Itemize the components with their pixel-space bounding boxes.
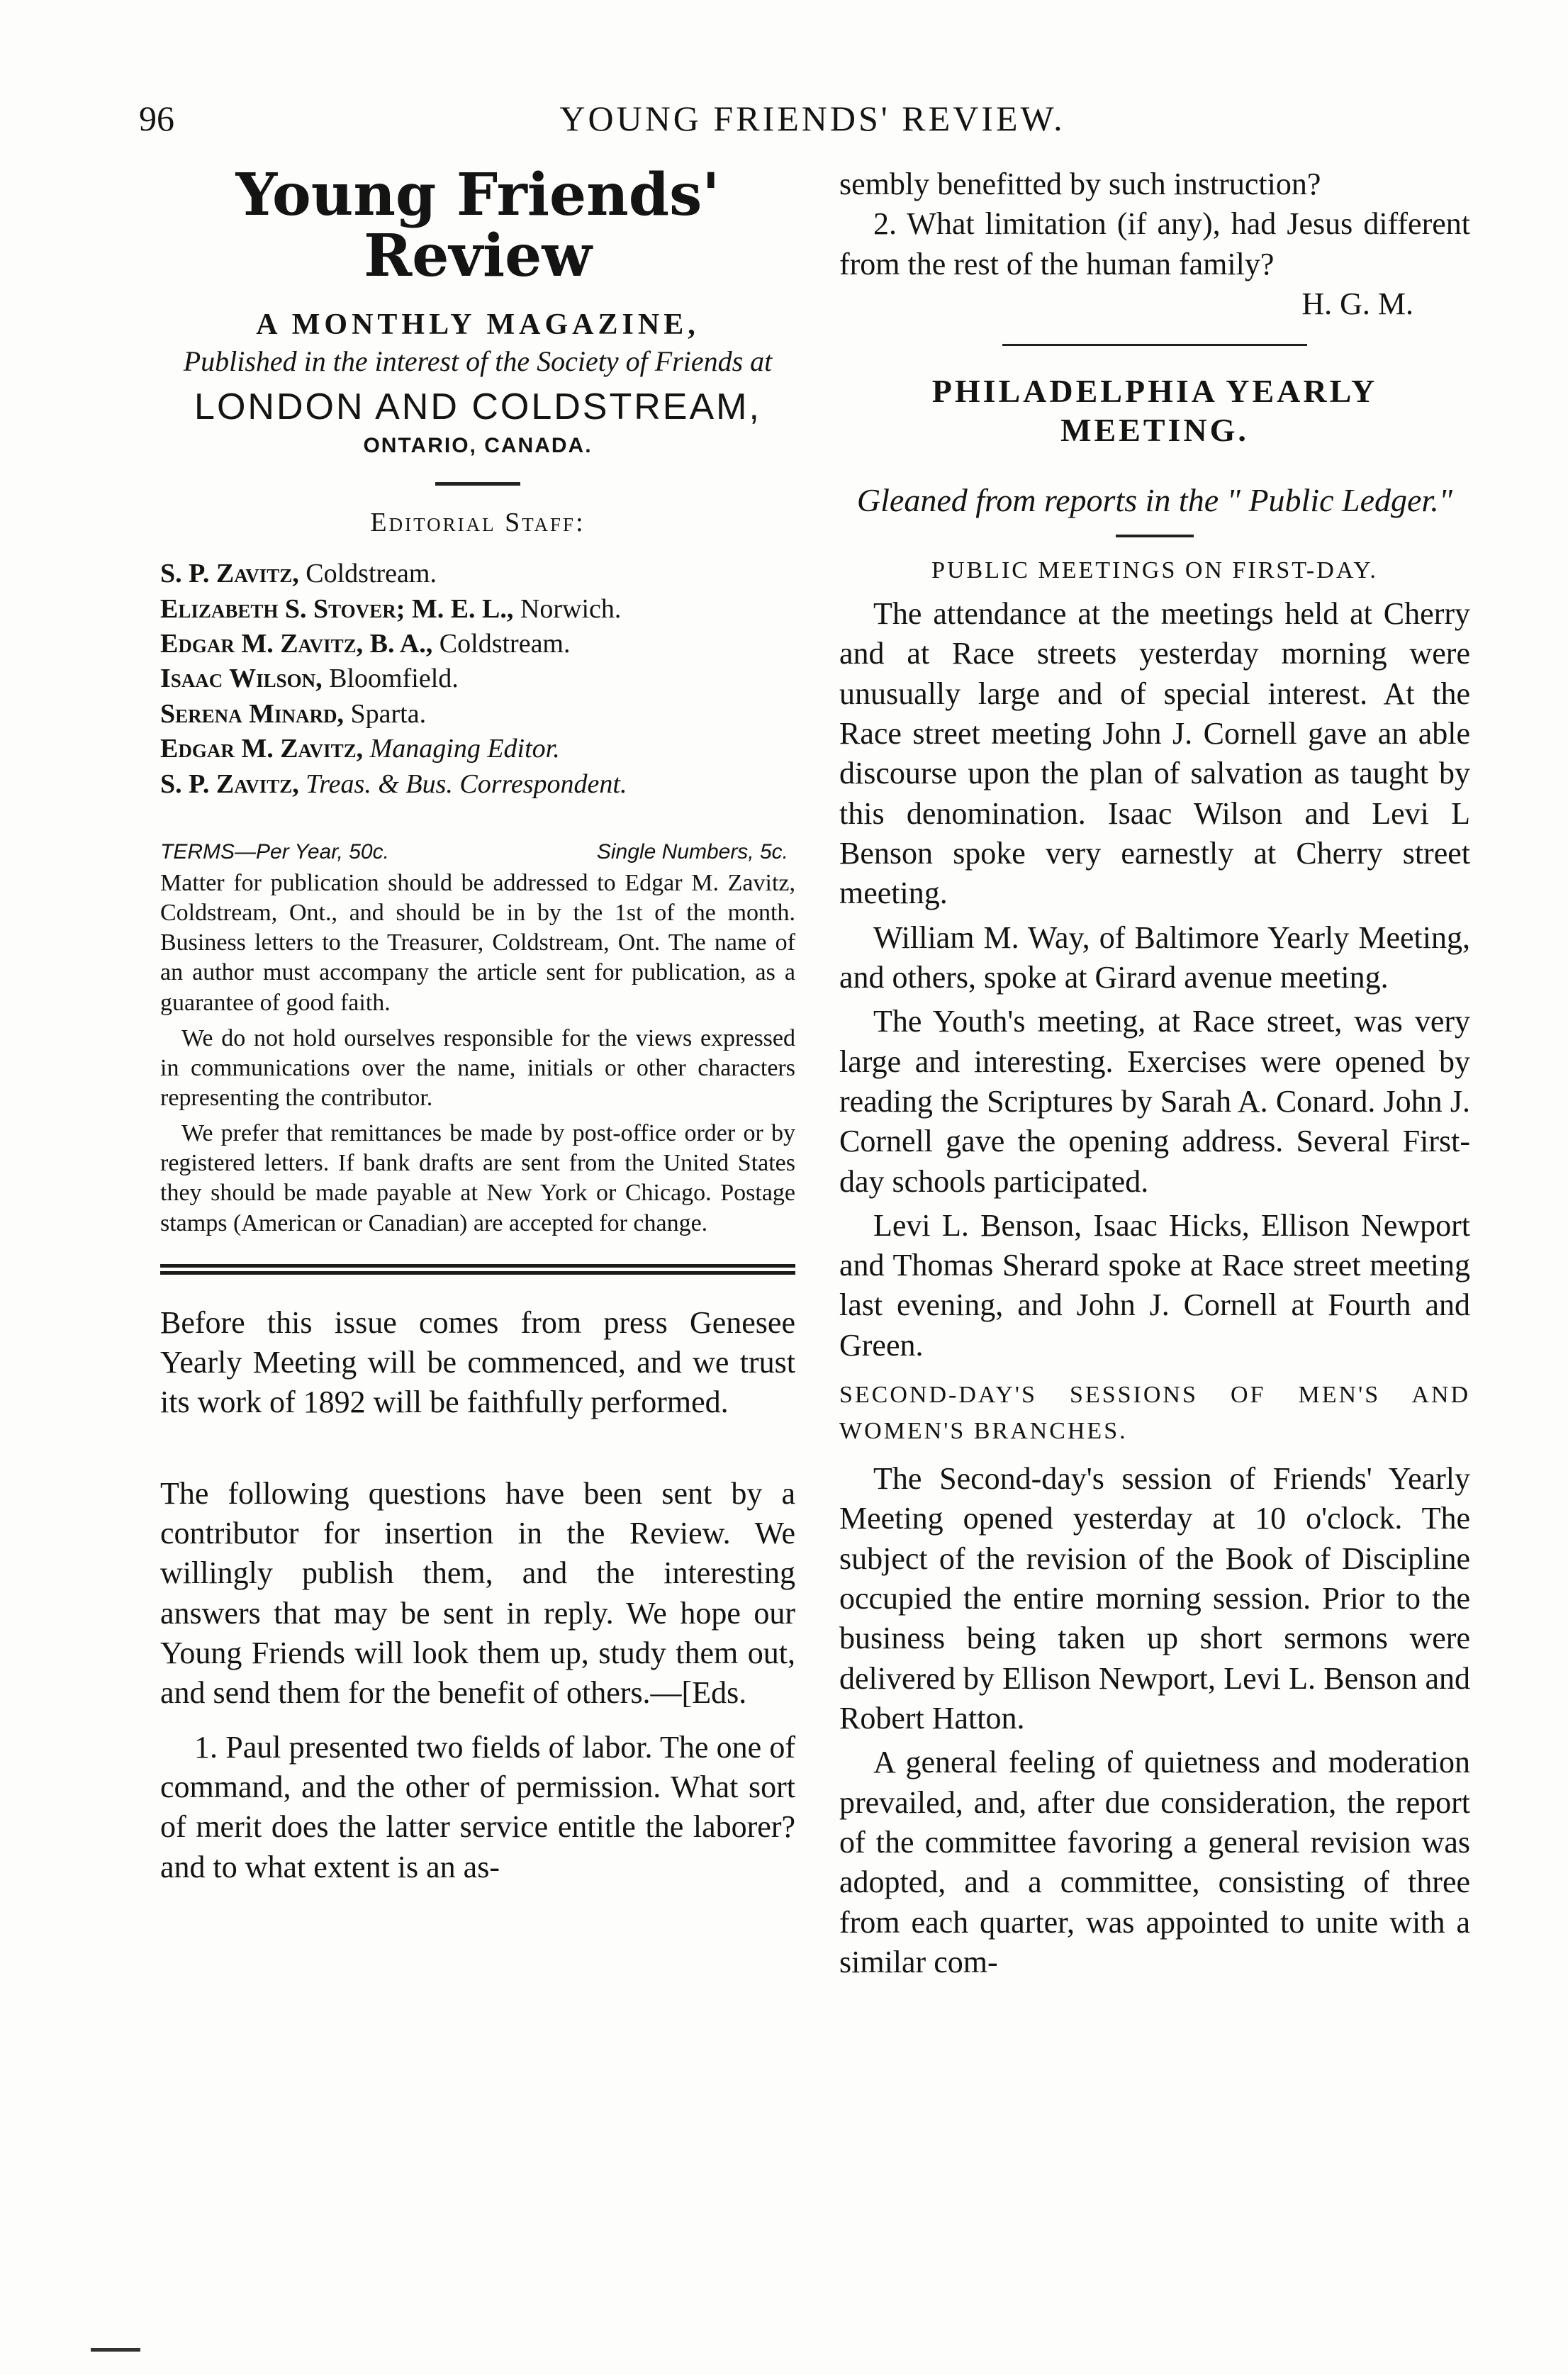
body-paragraph: 1. Paul presented two fields of labor. The one of command, and the other of permission. What sort of merit does the latter service entitle the laborer? and to what extent is an as- [160,1729,795,1884]
staff-member: Elizabeth S. Stover; M. E. L., Norwich. [160,593,622,624]
terms-single-numbers: Single Numbers, 5c. [596,839,788,864]
staff-member: Edgar M. Zavitz, B. A., Coldstream. [160,628,571,659]
notice-paragraph: Matter for publication should be addressed to Edgar M. Zavitz, Coldstream, Ont., and should be in by the 1st of the month. Business letters to the Treasurer, Coldstream, Ont. The name of an author must accompany the article sent for publication, as a guarantee of good faith. [160,869,795,1016]
double-divider [160,1264,795,1275]
terms-per-year: TERMS—Per Year, 50c. [160,839,389,864]
masthead-city: LONDON AND COLDSTREAM, [194,386,761,428]
subheading: SECOND-DAY'S SESSIONS OF MEN'S AND WOMEN'S BRANCHES. [839,1382,1470,1445]
masthead-title: Young Friends' Review [235,161,720,291]
terms-line [160,840,788,864]
staff-member: Edgar M. Zavitz, Managing Editor. [160,734,560,764]
masthead-subtitle: A MONTHLY MAGAZINE, [256,308,700,342]
body-paragraph: Levi L. Benson, Isaac Hicks, Ellison Newport and Thomas Sherard spoke at Race street meeting last evening, and John J. Cornell at Fourth and Green. [839,1207,1470,1363]
running-head [139,98,1486,147]
footer-mark [91,2348,140,2352]
subheading: PUBLIC MEETINGS ON FIRST-DAY. [931,557,1378,584]
body-paragraph: The Youth's meeting, at Race street, was very large and interesting. Exercises were opened by reading the Scriptures by Sarah A. Conard. John J. Cornell gave the opening address. Several First-day schools participated. [839,1004,1470,1199]
editorial-staff-heading: Editorial Staff: [370,508,586,538]
left-column [160,161,795,1901]
divider [435,482,520,486]
masthead-country: ONTARIO, CANADA. [363,434,593,458]
section-title: PHILADELPHIA YEARLY MEETING. [931,373,1378,449]
staff-member: Isaac Wilson, Bloomfield. [160,664,459,694]
staff-member: S. P. Zavitz, Coldstream. [160,559,437,589]
notice-paragraph: We prefer that remittances be made by post-office order or by registered letters. If bank drafts are sent from the United States they should be made payable at New York or Chicago. Postage stamps (American or Canadian) are accepted for change. [160,1120,795,1236]
divider [1116,535,1194,537]
page-number: 96 [139,99,174,138]
signature: H. G. M. [1301,286,1413,321]
right-column [839,164,1470,1996]
section-subtitle: Gleaned from reports in the " Public Ledger." [856,481,1453,518]
body-paragraph: 2. What limitation (if any), had Jesus different from the rest of the human family? [839,206,1470,281]
body-paragraph: sembly benefitted by such instruction? [839,167,1321,201]
editorial-staff-list [160,557,795,802]
journal-running-title: YOUNG FRIENDS' REVIEW. [559,99,1065,138]
body-paragraph: The following questions have been sent by a contributor for insertion in the Review. We willingly publish them, and the interesting answers that may be sent in reply. We hope our Young Friends will look them up, study them out, and send them for the benefit of others.—[Eds. [160,1475,795,1711]
body-paragraph: The Second-day's session of Friends' Yearly Meeting opened yesterday at 10 o'clock. The subject of the revision of the Book of Discipline occupied the entire morning session. Prior to the business being taken up short sermons were delivered by Ellison Newport, Levi L. Benson and Robert Hatton. [839,1461,1470,1736]
body-paragraph: Before this issue comes from press Genesee Yearly Meeting will be commenced, and we trust its work of 1892 will be faithfully performed. [160,1304,795,1420]
divider [1002,344,1307,346]
masthead-published-in: Published in the interest of the Society of Friends at [183,345,773,378]
staff-member: Serena Minard, Sparta. [160,698,427,729]
notice-paragraph: We do not hold ourselves responsible for the views expressed in communications over the name, initials or other characters representing the contributor. [160,1024,795,1112]
body-paragraph: A general feeling of quietness and moderation prevailed, and, after due consideration, the report of the committee favoring a general revision was adopted, and a committee, consisting of three from each quarter, was appointed to unite with a similar com- [839,1745,1470,1979]
body-paragraph: The attendance at the meetings held at Cherry and at Race streets yesterday morning were unusually large and of special interest. At the Race street meeting John J. Cornell gave an able discourse upon the plan of salvation as taught by this denomination. Isaac Wilson and Levi L Benson spoke very earnestly at Cherry street meeting. [839,596,1470,911]
staff-member: S. P. Zavitz, Treas. & Bus. Correspondent. [160,769,627,799]
body-paragraph: William M. Way, of Baltimore Yearly Meeting, and others, spoke at Girard avenue meeting. [839,920,1470,995]
